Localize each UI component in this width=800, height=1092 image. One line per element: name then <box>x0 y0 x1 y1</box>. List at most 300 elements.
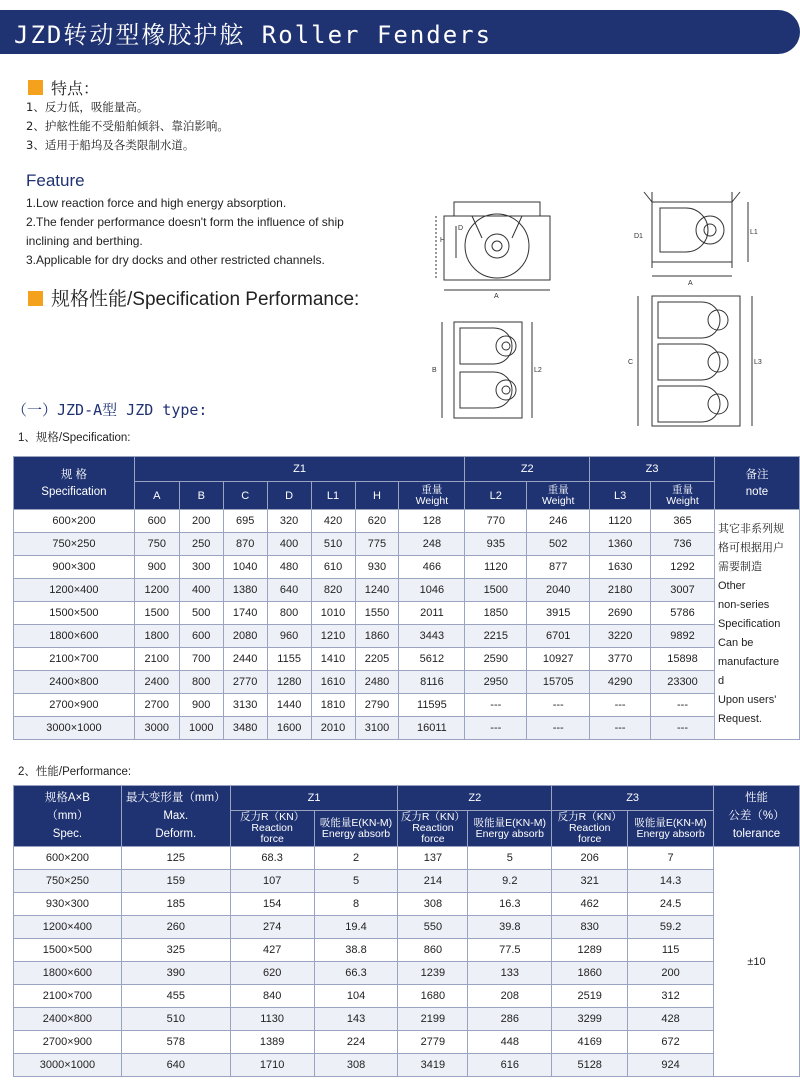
value-cell: 15898 <box>651 648 715 671</box>
value-cell: 5128 <box>552 1054 628 1077</box>
table-row <box>14 1054 800 1077</box>
value-cell: 1710 <box>230 1054 314 1077</box>
value-cell: 2790 <box>355 694 399 717</box>
value-cell: 900 <box>134 556 179 579</box>
col-header: A <box>134 482 179 510</box>
drawing-label-d1: D1 <box>634 233 643 240</box>
force-header-en2: force <box>578 833 602 845</box>
spec-cell: 2700×900 <box>14 694 135 717</box>
energy-header <box>314 811 398 847</box>
drawing-label-c: C <box>628 359 634 366</box>
value-cell: 2770 <box>223 671 267 694</box>
value-cell: 870 <box>223 533 267 556</box>
value-cell: 2400 <box>134 671 179 694</box>
note-line: non-series <box>717 599 770 611</box>
value-cell: 820 <box>311 579 355 602</box>
value-cell: 5 <box>314 870 398 893</box>
value-cell: 700 <box>179 648 223 671</box>
spec-cell: 2400×800 <box>14 1008 122 1031</box>
value-cell: 23300 <box>651 671 715 694</box>
value-cell: 3100 <box>355 717 399 740</box>
value-cell: 4169 <box>552 1031 628 1054</box>
deform-header <box>121 786 230 847</box>
value-cell: 800 <box>179 671 223 694</box>
feature-en-item: 2.The fender performance doesn't form the influence of ship inclining and berthing. <box>26 215 344 248</box>
value-cell: 1410 <box>311 648 355 671</box>
value-cell: 930 <box>355 556 399 579</box>
energy-header <box>628 811 714 847</box>
value-cell: 321 <box>552 870 628 893</box>
value-cell: 400 <box>179 579 223 602</box>
drawing-label-l2: L2 <box>534 367 542 374</box>
note-line: Specification <box>717 618 781 630</box>
deform-header-3: Deform. <box>155 828 197 840</box>
value-cell: 3130 <box>223 694 267 717</box>
drawing-label-a: A <box>494 293 499 300</box>
perf-spec-header <box>14 786 122 847</box>
deform-header-2: Max. <box>163 810 189 822</box>
value-cell: 133 <box>468 962 552 985</box>
z3-header: Z3 <box>590 457 715 482</box>
weight-header-cn: 重量 <box>672 483 693 496</box>
value-cell: 840 <box>230 985 314 1008</box>
value-cell: 2040 <box>527 579 590 602</box>
force-header-en1: Reaction <box>251 822 293 834</box>
z2-header: Z2 <box>465 457 590 482</box>
spec-cell: 600×200 <box>14 510 135 533</box>
value-cell: 1610 <box>311 671 355 694</box>
value-cell: 1280 <box>267 671 311 694</box>
force-header-cn: 反力R（KN） <box>557 811 622 823</box>
value-cell: 1200 <box>134 579 179 602</box>
force-header-cn: 反力R（KN） <box>400 811 465 823</box>
value-cell: 3000 <box>134 717 179 740</box>
value-cell: 3480 <box>223 717 267 740</box>
force-header <box>398 811 468 847</box>
value-cell: --- <box>527 694 590 717</box>
value-cell: 59.2 <box>628 916 714 939</box>
bullet-square-icon <box>28 291 43 306</box>
value-cell: 1860 <box>552 962 628 985</box>
value-cell: --- <box>651 694 715 717</box>
value-cell: 2 <box>314 847 398 870</box>
spec-table-body <box>14 510 800 740</box>
value-cell: 3770 <box>590 648 651 671</box>
value-cell: 2080 <box>223 625 267 648</box>
value-cell: 159 <box>121 870 230 893</box>
value-cell: 9.2 <box>468 870 552 893</box>
value-cell: 770 <box>465 510 527 533</box>
spec-cell: 3000×1000 <box>14 717 135 740</box>
value-cell: 2205 <box>355 648 399 671</box>
energy-header-cn: 吸能量E(KN-M) <box>473 816 546 829</box>
force-header-en1: Reaction <box>412 822 454 834</box>
features-cn-list <box>26 98 229 155</box>
table-row <box>14 648 800 671</box>
table-row <box>14 1031 800 1054</box>
table-row <box>14 847 800 870</box>
value-cell: 1130 <box>230 1008 314 1031</box>
value-cell: 8 <box>314 893 398 916</box>
value-cell: 3299 <box>552 1008 628 1031</box>
note-line: Upon users' <box>717 694 777 706</box>
value-cell: 11595 <box>399 694 465 717</box>
weight-header <box>651 482 715 510</box>
value-cell: 1550 <box>355 602 399 625</box>
note-line: manufacture <box>717 656 780 668</box>
table-row <box>14 694 800 717</box>
value-cell: --- <box>465 717 527 740</box>
value-cell: 2779 <box>398 1031 468 1054</box>
tolerance-header-en: tolerance <box>732 828 781 840</box>
value-cell: 115 <box>628 939 714 962</box>
z3-header: Z3 <box>552 786 714 811</box>
value-cell: 900 <box>179 694 223 717</box>
performance-table-body <box>14 847 800 1077</box>
value-cell: 500 <box>179 602 223 625</box>
note-line: Request. <box>717 713 762 725</box>
value-cell: 610 <box>311 556 355 579</box>
tolerance-header-cn: 公差（%） <box>728 810 785 822</box>
spec-cell: 750×250 <box>14 870 122 893</box>
feature-en-item: 3.Applicable for dry docks and other restricted channels. <box>26 253 325 267</box>
value-cell: 1000 <box>179 717 223 740</box>
note-cell <box>714 510 799 740</box>
value-cell: 600 <box>179 625 223 648</box>
spec-cell: 1800×600 <box>14 625 135 648</box>
value-cell: --- <box>527 717 590 740</box>
value-cell: 10927 <box>527 648 590 671</box>
perf-header: 性能 <box>745 792 768 804</box>
value-cell: 510 <box>121 1008 230 1031</box>
col-header: B <box>179 482 223 510</box>
value-cell: 312 <box>628 985 714 1008</box>
energy-header-en: Energy absorb <box>475 827 544 840</box>
table-row <box>14 985 800 1008</box>
spec-cell: 2400×800 <box>14 671 135 694</box>
feature-en-item: 1.Low reaction force and high energy absorption. <box>26 196 287 210</box>
perf-spec-header-1: 规格A×B <box>44 792 90 804</box>
value-cell: 208 <box>468 985 552 1008</box>
table-row <box>14 870 800 893</box>
value-cell: 800 <box>267 602 311 625</box>
table-row <box>14 579 800 602</box>
note-line: 需要制造 <box>717 561 762 573</box>
value-cell: 4290 <box>590 671 651 694</box>
value-cell: 1500 <box>465 579 527 602</box>
value-cell: 104 <box>314 985 398 1008</box>
note-line: Can be <box>717 637 754 649</box>
note-line: 格可根据用户 <box>717 542 784 554</box>
performance-table <box>13 785 800 1077</box>
col-header: C <box>223 482 267 510</box>
value-cell: 320 <box>267 510 311 533</box>
value-cell: 448 <box>468 1031 552 1054</box>
value-cell: 2199 <box>398 1008 468 1031</box>
perf-spec-header-2: （mm） <box>46 810 89 822</box>
value-cell: 9892 <box>651 625 715 648</box>
value-cell: 2519 <box>552 985 628 1008</box>
value-cell: 455 <box>121 985 230 1008</box>
value-cell: 185 <box>121 893 230 916</box>
value-cell: 550 <box>398 916 468 939</box>
z2-header: Z2 <box>398 786 552 811</box>
value-cell: 2690 <box>590 602 651 625</box>
value-cell: 1800 <box>134 625 179 648</box>
force-header <box>230 811 314 847</box>
value-cell: 1040 <box>223 556 267 579</box>
value-cell: 672 <box>628 1031 714 1054</box>
value-cell: 274 <box>230 916 314 939</box>
value-cell: 3419 <box>398 1054 468 1077</box>
value-cell: 125 <box>121 847 230 870</box>
value-cell: 66.3 <box>314 962 398 985</box>
value-cell: 2011 <box>399 602 465 625</box>
note-header-cn: 备注 <box>745 468 769 481</box>
value-cell: 1380 <box>223 579 267 602</box>
note-line: d <box>717 675 725 687</box>
value-cell: 775 <box>355 533 399 556</box>
value-cell: 830 <box>552 916 628 939</box>
spec-cell: 600×200 <box>14 847 122 870</box>
fender-drawing-z1 <box>432 198 562 300</box>
note-header <box>714 457 799 510</box>
value-cell: 640 <box>267 579 311 602</box>
value-cell: 137 <box>398 847 468 870</box>
value-cell: 365 <box>651 510 715 533</box>
value-cell: 1740 <box>223 602 267 625</box>
value-cell: 1155 <box>267 648 311 671</box>
value-cell: 1120 <box>590 510 651 533</box>
value-cell: --- <box>590 717 651 740</box>
value-cell: 695 <box>223 510 267 533</box>
col-header: D <box>267 482 311 510</box>
value-cell: 128 <box>399 510 465 533</box>
spec-cell: 1800×600 <box>14 962 122 985</box>
value-cell: 325 <box>121 939 230 962</box>
value-cell: --- <box>465 694 527 717</box>
energy-header-en: Energy absorb <box>321 827 391 840</box>
table-row <box>14 893 800 916</box>
value-cell: 77.5 <box>468 939 552 962</box>
features-cn-heading-text: 特点： <box>51 79 100 98</box>
features-cn-heading <box>28 76 99 99</box>
value-cell: 480 <box>267 556 311 579</box>
drawing-label-l1: L1 <box>750 229 758 236</box>
table-row <box>14 1008 800 1031</box>
value-cell: 39.8 <box>468 916 552 939</box>
spec-cell: 750×250 <box>14 533 135 556</box>
weight-header <box>399 482 465 510</box>
fender-drawing-z2 <box>428 314 548 432</box>
value-cell: 16.3 <box>468 893 552 916</box>
table-row <box>14 671 800 694</box>
value-cell: 214 <box>398 870 468 893</box>
value-cell: 2100 <box>134 648 179 671</box>
value-cell: 935 <box>465 533 527 556</box>
force-header-en2: force <box>260 833 284 845</box>
spec-cell: 1200×400 <box>14 916 122 939</box>
table-row <box>14 556 800 579</box>
feature-cn-item: 2、护舷性能不受船舶倾斜、靠泊影响。 <box>26 119 229 133</box>
value-cell: 14.3 <box>628 870 714 893</box>
value-cell: 1292 <box>651 556 715 579</box>
value-cell: 1239 <box>398 962 468 985</box>
performance-subheading: 2、性能/Performance: <box>18 766 132 778</box>
value-cell: 308 <box>314 1054 398 1077</box>
value-cell: 107 <box>230 870 314 893</box>
value-cell: 8116 <box>399 671 465 694</box>
value-cell: 2440 <box>223 648 267 671</box>
value-cell: 1360 <box>590 533 651 556</box>
page-title <box>0 10 800 54</box>
value-cell: 2950 <box>465 671 527 694</box>
value-cell: 3220 <box>590 625 651 648</box>
value-cell: 250 <box>179 533 223 556</box>
value-cell: 2480 <box>355 671 399 694</box>
value-cell: 5786 <box>651 602 715 625</box>
spec-cell: 2100×700 <box>14 648 135 671</box>
value-cell: 300 <box>179 556 223 579</box>
note-line: Other <box>717 580 746 592</box>
value-cell: 1500 <box>134 602 179 625</box>
value-cell: 3915 <box>527 602 590 625</box>
deform-header-1: 最大变形量（mm） <box>125 792 226 804</box>
weight-header-en: Weight <box>541 494 575 507</box>
value-cell: 16011 <box>399 717 465 740</box>
table-row <box>14 962 800 985</box>
table-row <box>14 602 800 625</box>
value-cell: 1600 <box>267 717 311 740</box>
value-cell: 2700 <box>134 694 179 717</box>
tolerance-cell: ±10 <box>714 847 800 1077</box>
value-cell: 5 <box>468 847 552 870</box>
value-cell: 427 <box>230 939 314 962</box>
z1-header: Z1 <box>134 457 465 482</box>
value-cell: 750 <box>134 533 179 556</box>
table-row <box>14 939 800 962</box>
value-cell: 200 <box>179 510 223 533</box>
value-cell: 38.8 <box>314 939 398 962</box>
value-cell: 1850 <box>465 602 527 625</box>
weight-header <box>527 482 590 510</box>
features-en-list <box>26 194 386 270</box>
value-cell: 466 <box>399 556 465 579</box>
drawing-label-d: D <box>458 225 464 232</box>
energy-header-cn: 吸能量E(KN-M) <box>319 816 393 829</box>
perf-spec-header-3: Spec. <box>52 828 83 840</box>
spec-performance-heading-text: 规格性能/Specification Performance: <box>51 289 360 310</box>
value-cell: --- <box>590 694 651 717</box>
value-cell: 3007 <box>651 579 715 602</box>
value-cell: 620 <box>355 510 399 533</box>
table-row <box>14 510 800 533</box>
value-cell: 3443 <box>399 625 465 648</box>
value-cell: 2180 <box>590 579 651 602</box>
value-cell: 400 <box>267 533 311 556</box>
value-cell: 620 <box>230 962 314 985</box>
feature-cn-item: 1、反力低，吸能量高。 <box>26 100 149 114</box>
spec-cell: 2100×700 <box>14 985 122 1008</box>
value-cell: 1120 <box>465 556 527 579</box>
value-cell: 860 <box>398 939 468 962</box>
value-cell: 640 <box>121 1054 230 1077</box>
energy-header-en: Energy absorb <box>636 827 705 840</box>
force-header-cn: 反力R（KN） <box>240 811 305 823</box>
spec-cell: 900×300 <box>14 556 135 579</box>
energy-header-cn: 吸能量E(KN-M) <box>634 816 707 829</box>
value-cell: 143 <box>314 1008 398 1031</box>
spec-header-en: Specification <box>41 485 107 498</box>
value-cell: 286 <box>468 1008 552 1031</box>
spec-cell: 1200×400 <box>14 579 135 602</box>
value-cell: 24.5 <box>628 893 714 916</box>
value-cell: 600 <box>134 510 179 533</box>
value-cell: 1389 <box>230 1031 314 1054</box>
spec-cell: 930×300 <box>14 893 122 916</box>
value-cell: 248 <box>399 533 465 556</box>
col-header: L1 <box>311 482 355 510</box>
value-cell: 206 <box>552 847 628 870</box>
value-cell: 1210 <box>311 625 355 648</box>
value-cell: 877 <box>527 556 590 579</box>
features-en-heading: Feature <box>26 171 85 190</box>
weight-header-en: Weight <box>666 494 699 507</box>
table-row <box>14 533 800 556</box>
value-cell: 6701 <box>527 625 590 648</box>
spec-performance-heading <box>28 284 359 311</box>
energy-header <box>468 811 552 847</box>
value-cell: 1046 <box>399 579 465 602</box>
note-header-en: note <box>745 485 769 498</box>
weight-header-en: Weight <box>415 494 449 507</box>
value-cell: 246 <box>527 510 590 533</box>
feature-cn-item: 3、适用于船坞及各类限制水道。 <box>26 138 195 152</box>
force-header-en2: force <box>421 833 445 845</box>
table-row <box>14 625 800 648</box>
spec-subheading: 1、规格/Specification: <box>18 432 131 444</box>
drawing-label-l3: L3 <box>754 359 762 366</box>
value-cell: 428 <box>628 1008 714 1031</box>
value-cell: 7 <box>628 847 714 870</box>
tolerance-header <box>714 786 800 847</box>
col-header: L3 <box>590 482 651 510</box>
value-cell: 616 <box>468 1054 552 1077</box>
value-cell: 19.4 <box>314 916 398 939</box>
value-cell: 68.3 <box>230 847 314 870</box>
col-header: L2 <box>465 482 527 510</box>
value-cell: 510 <box>311 533 355 556</box>
spec-cell: 1500×500 <box>14 602 135 625</box>
value-cell: 1630 <box>590 556 651 579</box>
fender-drawing-side <box>612 188 772 288</box>
value-cell: 578 <box>121 1031 230 1054</box>
value-cell: 1440 <box>267 694 311 717</box>
spec-header <box>14 457 135 510</box>
bullet-square-icon <box>28 80 43 95</box>
value-cell: 224 <box>314 1031 398 1054</box>
force-header <box>552 811 628 847</box>
type-heading: （一）JZD-A型 JZD type: <box>12 401 208 419</box>
value-cell: 960 <box>267 625 311 648</box>
fender-drawing-z3 <box>622 288 772 438</box>
value-cell: 502 <box>527 533 590 556</box>
value-cell: 1860 <box>355 625 399 648</box>
drawing-label-a: A <box>688 280 693 287</box>
value-cell: 1289 <box>552 939 628 962</box>
drawing-label-h: H <box>440 237 446 244</box>
page-title-text: JZD转动型橡胶护舷 Roller Fenders <box>14 20 493 49</box>
